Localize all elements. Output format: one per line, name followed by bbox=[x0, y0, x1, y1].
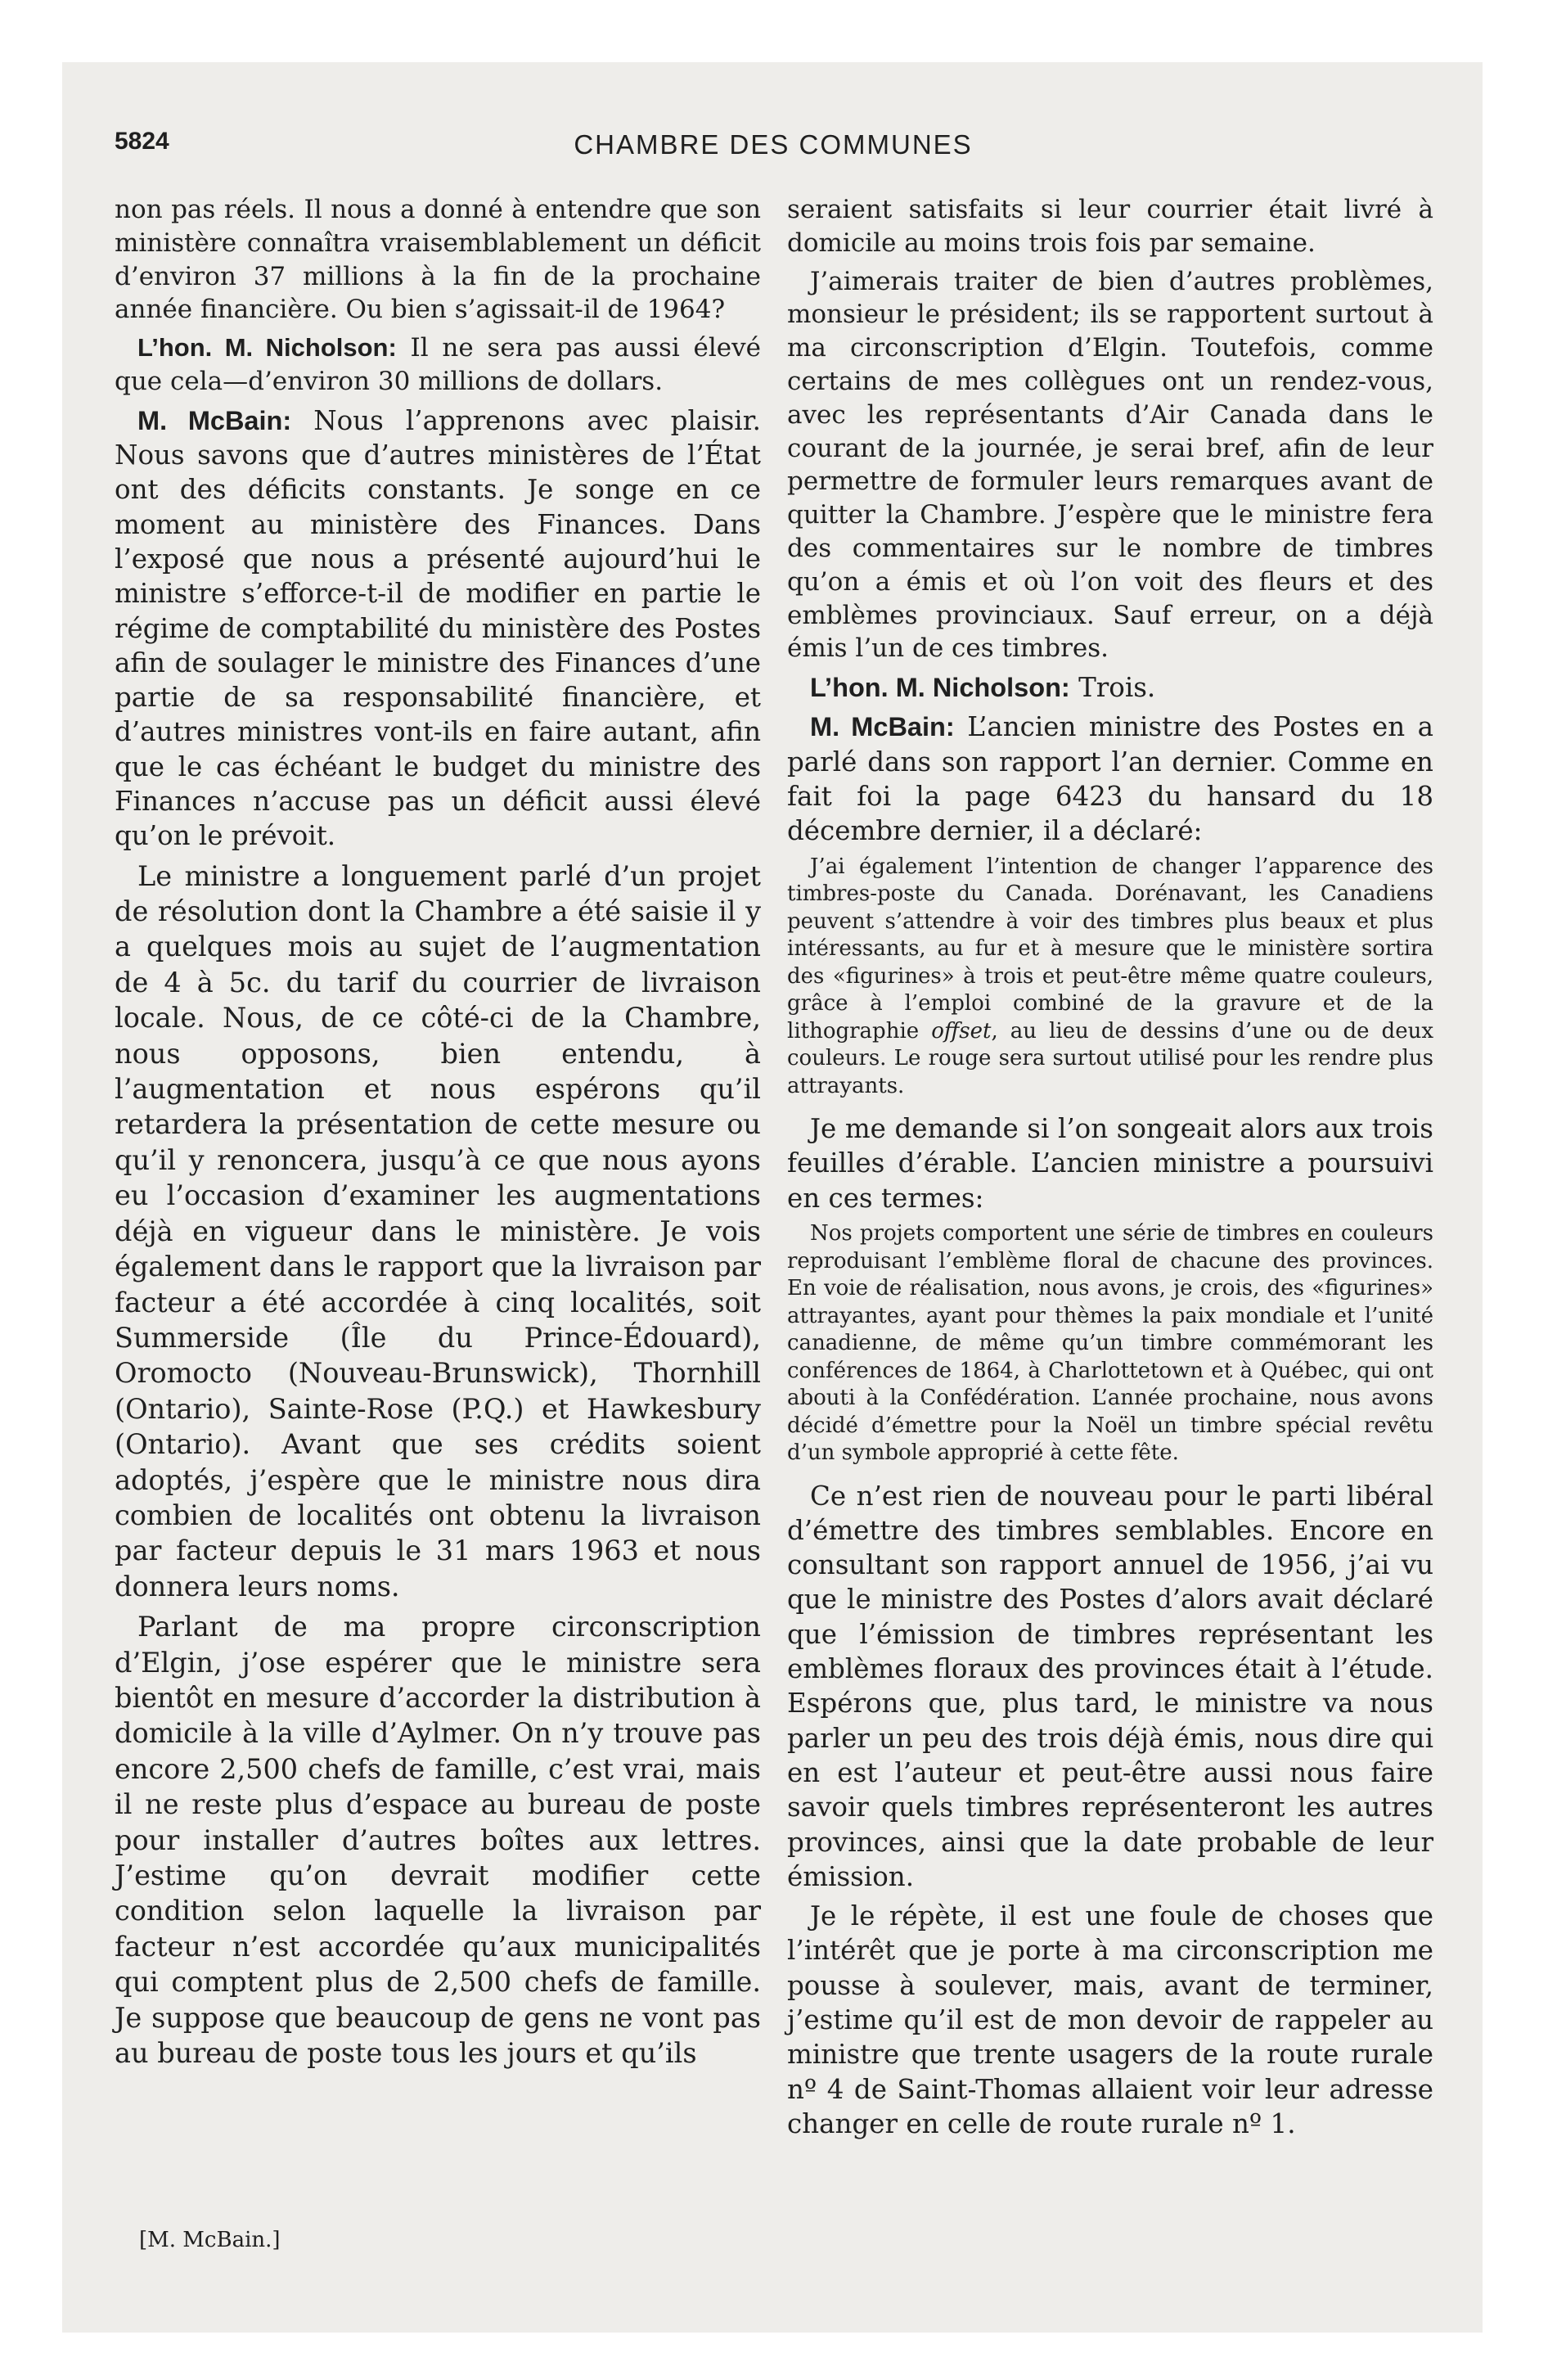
paragraph bbox=[115, 331, 761, 399]
page-number: 5824 bbox=[115, 128, 169, 155]
quote-text: J’ai également l’intention de changer l’apparence des timbres-poste du Canada. Dorénavant, les Canadiens peuvent s’attendre à voir des timbres plus beaux et plus intéressants, au fur et à mesure que le ministère sortira des «figurines» à trois et peut-être même quatre couleurs, grâce à l’emploi combiné de la gravure et de la lithographie bbox=[787, 854, 1433, 1044]
paragraph: Le ministre a longuement parlé d’un projet de résolution dont la Chambre a été saisie il y a quelques mois au sujet de l’augmentation de 4 à 5c. du tarif du courrier de livraison locale. Nous, de ce côté-ci de la Chambre, nous opposons, bien entendu, à l’augmentation et nous espérons qu’il retardera la présentation de cette mesure ou qu’il y renoncera, jusqu’à ce que nous ayons eu l’occasion d’examiner les augmentations déjà en vigueur dans le ministère. Je vois également dans le rapport que la livraison par facteur a été accordée à cinq localités, soit Summerside (Île du Prince-Édouard), Oromocto (Nouveau-Brunswick), Thornhill (Ontario), Sainte-Rose (P.Q.) et Hawkesbury (Ontario). Avant que ses crédits soient adoptés, j’espère que le ministre nous dira combien de localités ont obtenu la livraison par facteur depuis le 31 mars 1963 et nous donnera leurs noms. bbox=[115, 859, 761, 1602]
block-quote: Nos projets comportent une série de timbres en couleurs reproduisant l’emblème floral de chacune des provinces. En voie de réalisation, nous avons, je crois, des «figurines» attrayantes, ayant pour thèmes la paix mondiale et l’unité canadienne, de même qu’un timbre commémorant les conférences de 1864, à Charlottetown et à Québec, qui ont abouti à la Confédération. L’année prochaine, nous avons décidé d’émettre pour la Noël un timbre spécial revêtu d’un symbole approprié à cette fête. bbox=[787, 1221, 1433, 1466]
quote-italic-word: offset bbox=[931, 1018, 992, 1044]
paragraph: Je le répète, il est une foule de choses que l’intérêt que je porte à ma circonscription me pousse à soulever, mais, avant de terminer, j’estime qu’il est de mon devoir de rappeler au ministre que trente usagers de la route rurale nº 4 de Saint-Thomas allaient voir leur adresse changer en celle de route rurale nº 1. bbox=[787, 1900, 1433, 2139]
right-column bbox=[787, 193, 1433, 2146]
speaker-name: L’hon. M. Nicholson: bbox=[810, 673, 1070, 703]
paragraph: seraient satisfaits si leur courrier était livré à domicile au moins trois fois par semaine. bbox=[787, 195, 1433, 258]
speech-text: Il ne sera pas aussi élevé que cela—d’environ 30 millions de dollars. bbox=[115, 333, 761, 396]
paragraph: J’aimerais traiter de bien d’autres problèmes, monsieur le président; ils se rapportent surtout à ma circonscription d’Elgin. Toutefois, comme certains de mes collègues ont un rendez-vous, avec les représentants d’Air Canada dans le courant de la journée, je serai bref, afin de leur permettre de formuler leurs remarques avant de quitter la Chambre. J’espère que le ministre fera des commentaires sur le nombre de timbres qu’on a émis et où l’on voit des fleurs et des emblèmes provinciaux. Sauf erreur, on a déjà émis l’un de ces timbres. bbox=[787, 266, 1433, 664]
paragraph: non pas réels. Il nous a donné à entendre que son ministère connaîtra vraisemblablement un déficit d’environ 37 millions à la fin de la prochaine année financière. Ou bien s’agissait-il de 1964? bbox=[115, 195, 761, 325]
speech-text: Nous l’apprenons avec plaisir. Nous savons que d’autres ministères de l’État ont des déficits constants. Je songe en ce moment au ministère des Finances. Dans l’exposé que nous a présenté aujourd’hui le ministre s’efforce-t-il de modifier en partie le régime de comptabilité du ministère des Postes afin de soulager le ministre des Finances d’une partie de sa responsabilité financière, et d’autres ministres vont-ils en faire autant, afin que le cas échéant le budget du ministre des Finances n’accuse pas un déficit aussi élevé qu’on le prévoit. bbox=[115, 404, 761, 852]
paragraph bbox=[787, 670, 1433, 705]
running-title: CHAMBRE DES COMMUNES bbox=[574, 129, 973, 160]
speaker-name: M. McBain: bbox=[137, 405, 292, 435]
paragraph bbox=[787, 710, 1433, 848]
footer-speaker-tag: [M. McBain.] bbox=[139, 2228, 281, 2252]
paragraph: Ce n’est rien de nouveau pour le parti libéral d’émettre des timbres semblables. Encore en consultant son rapport annuel de 1956, j’ai vu que le ministre des Postes d’alors avait déclaré que l’émission de timbres représentant les emblèmes floraux des provinces était à l’étude. Espérons que, plus tard, le ministre va nous parler un peu des trois déjà émis, nous dire qui en est l’auteur et peut-être aussi nous faire savoir quels timbres représenteront les autres provinces, ainsi que la date probable de leur émission. bbox=[787, 1480, 1433, 1892]
page-header bbox=[115, 128, 1432, 167]
paragraph: Je me demande si l’on songeait alors aux trois feuilles d’érable. L’ancien ministre a poursuivi en ces termes: bbox=[787, 1113, 1433, 1214]
quote-text: , au lieu de dessins d’une ou de deux couleurs. Le rouge sera surtout utilisé pour les rendre plus attrayants. bbox=[787, 1018, 1433, 1098]
paragraph bbox=[115, 403, 761, 854]
speaker-name: M. McBain: bbox=[810, 712, 955, 742]
speech-text: L’ancien ministre des Postes en a parlé dans son rapport l’an dernier. Comme en fait foi la page 6423 du hansard du 18 décembre dernier, il a déclaré: bbox=[787, 711, 1434, 847]
speaker-name: L’hon. M. Nicholson: bbox=[137, 333, 397, 363]
left-column bbox=[115, 193, 761, 2076]
paragraph: Parlant de ma propre circonscription d’Elgin, j’ose espérer que le ministre sera bientôt en mesure d’accorder la distribution à domicile à la ville d’Aylmer. On n’y trouve pas encore 2,500 chefs de famille, c’est vrai, mais il ne reste plus d’espace au bureau de poste pour installer d’autres boîtes aux lettres. J’estime qu’on devrait modifier cette condition selon laquelle la livraison par facteur n’est accordée qu’aux municipalités qui comptent plus de 2,500 chefs de famille. Je suppose que beaucoup de gens ne vont pas au bureau de poste tous les jours et qu’ils bbox=[115, 1611, 761, 2070]
block-quote bbox=[787, 854, 1433, 1101]
speech-text: Trois. bbox=[1069, 672, 1156, 704]
